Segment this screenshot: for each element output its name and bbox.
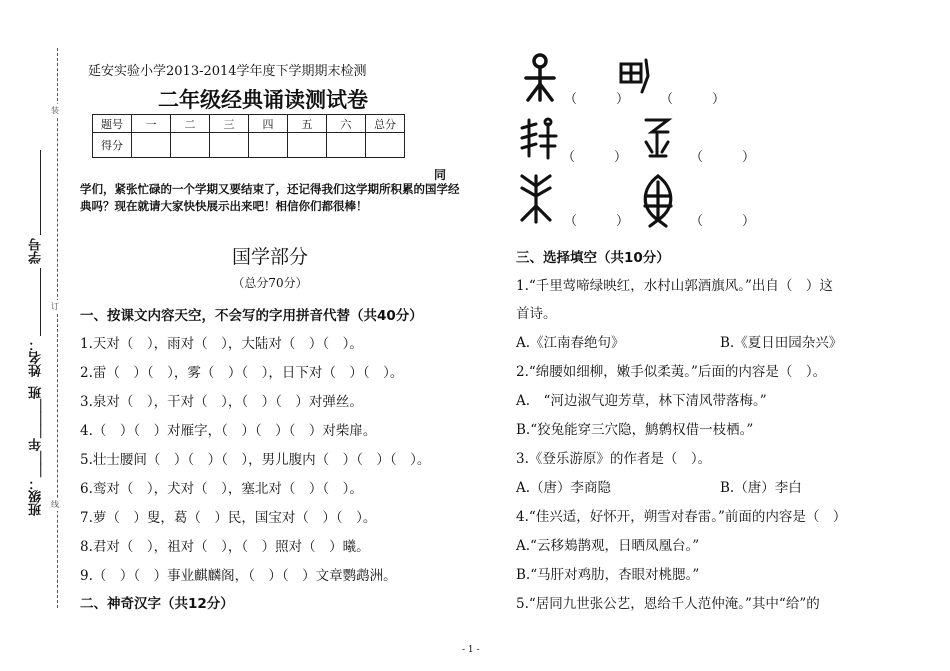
section3-q1-cont: 首诗。 — [516, 306, 557, 322]
score-cell[interactable] — [366, 133, 405, 158]
answer-blank[interactable]: （ ） — [562, 150, 628, 165]
oracle-char-grain-image — [518, 114, 560, 162]
section3-q3-option-a: A.（唐）李商隐 — [516, 480, 612, 496]
section1-question-8: 8.君对（ ），祖对（ ），（ ）照对（ ）曦。 — [80, 539, 370, 555]
name-label: 姓名： — [29, 338, 44, 377]
section3-q3-option-b: B.（唐）李白 — [720, 480, 802, 496]
binding-mark-xian: 线 — [51, 500, 59, 509]
score-header-cell: 题号 — [93, 115, 132, 133]
score-header-cell: 一 — [132, 115, 171, 133]
answer-blank[interactable]: （ ） — [564, 214, 630, 229]
section3-q4: 4.“佳兴适，好怀开，朔雪对春雷。”前面的内容是（ ） — [516, 509, 847, 525]
exam-title: 二年级经典诵读测试卷 — [158, 88, 368, 112]
student-number-label: 学号 — [29, 238, 44, 264]
score-cell[interactable] — [327, 133, 366, 158]
score-cell[interactable] — [249, 133, 288, 158]
oracle-char-fish-image — [632, 172, 684, 228]
section1-question-1: 1.天对（ ），雨对（ ），大陆对（ ）（ ）。 — [80, 336, 363, 352]
part-title: 国学部分 — [231, 246, 308, 268]
score-table — [92, 114, 405, 158]
intro-first-char: 同 — [434, 168, 447, 182]
section3-q5: 5.“居同九世张公艺，恩给千人范仲淹。”其中“给”的 — [516, 596, 820, 612]
answer-blank[interactable]: （ ） — [690, 214, 756, 229]
section3-q1: 1.“千里莺啼绿映红，水村山郭酒旗风。”出自（ ）这 — [516, 278, 833, 294]
score-header-cell: 六 — [327, 115, 366, 133]
oracle-char-person-image — [520, 52, 560, 104]
section1-question-4: 4.（ ）（ ）对雁字，（ ）（ ）（ ）对柴扉。 — [80, 423, 377, 439]
student-number-underline — [40, 150, 41, 235]
binding-dashed-line — [57, 48, 58, 608]
section1-question-2: 2.雷（ ）（ ），雾（ ）（ ），日下对（ ）（ ）。 — [80, 365, 404, 381]
section3-q4-option-b: B.“马肝对鸡肋，杏眼对桃腮。” — [516, 567, 700, 583]
page-number: - 1 - — [462, 645, 480, 655]
score-cell[interactable] — [288, 133, 327, 158]
score-header-cell: 二 — [171, 115, 210, 133]
score-header-cell: 四 — [249, 115, 288, 133]
section3-q1-option-a: A.《江南春绝句》 — [516, 335, 625, 351]
oracle-char-field-image — [618, 56, 652, 96]
part-subtitle: （总分70分） — [232, 276, 308, 290]
score-cell[interactable] — [132, 133, 171, 158]
section3-q2-option-b: B.“狡兔能穿三穴隐，鹪鹩权借一枝栖。” — [516, 422, 754, 438]
score-cell[interactable] — [171, 133, 210, 158]
section1-heading: 一、按课文内容天空，不会写的字用拼音代替（共40分） — [80, 308, 423, 324]
section1-question-5: 5.壮士腰间（ ）（ ）（ ），男儿腹内（ ）（ ）（ ）。 — [80, 452, 431, 468]
section3-q1-option-b: B.《夏日田园杂兴》 — [720, 335, 843, 351]
score-row-label: 得分 — [93, 133, 132, 158]
answer-blank[interactable]: （ ） — [564, 92, 630, 107]
section3-q2-option-a: A. “河边淑气迎芳草，林下清风带落梅。” — [516, 393, 767, 409]
score-header-cell: 三 — [210, 115, 249, 133]
score-cell[interactable] — [210, 133, 249, 158]
score-table-header-row — [93, 115, 405, 133]
section3-heading: 三、选择填空（共10分） — [516, 250, 670, 266]
section3-q3: 3.《登乐游原》的作者是（ ）。 — [516, 451, 712, 467]
score-header-cell: 总分 — [366, 115, 405, 133]
intro-paragraph: 学们，紧张忙碌的一个学期又要结束了，还记得我们这学期所积累的国学经典吗？现在就请大家快快展示出来吧！相信你们都很棒！ — [80, 182, 460, 213]
binding-mark-zhuang: 装 — [51, 106, 59, 115]
section1-question-9: 9.（ ）（ ）事业麒麟阁，（ ）（ ）文章鹦鹉洲。 — [80, 568, 397, 584]
section1-question-6: 6.鸾对（ ），犬对（ ），塞北对（ ）（ ）。 — [80, 481, 363, 497]
answer-blank[interactable]: （ ） — [660, 92, 726, 107]
oracle-char-offering-image — [640, 112, 674, 160]
section2-heading: 二、神奇汉字（共12分） — [80, 596, 234, 612]
oracle-char-wood-image — [516, 172, 556, 226]
score-table-score-row — [93, 133, 405, 158]
section3-q2: 2.“绵腰如细柳，嫩手似柔荑。”后面的内容是（ ）。 — [516, 364, 827, 380]
binding-mark-ding: 订 — [51, 302, 59, 311]
section3-q4-option-a: A.“云移鳷鹊观，日晒凤凰台。” — [516, 538, 700, 554]
answer-blank[interactable]: （ ） — [690, 150, 756, 165]
section1-question-3: 3.泉对（ ），干对（ ），（ ）（ ）对弹丝。 — [80, 394, 363, 410]
section1-question-7: 7.萝（ ）叟，葛（ ）民，国宝对（ ）（ ）。 — [80, 510, 377, 526]
score-header-cell: 五 — [288, 115, 327, 133]
school-line: 延安实验小学2013-2014学年度下学期期末检测 — [88, 64, 367, 79]
name-underline — [40, 268, 41, 336]
class-label: 班级：＿＿年＿＿＿班 — [29, 386, 44, 516]
